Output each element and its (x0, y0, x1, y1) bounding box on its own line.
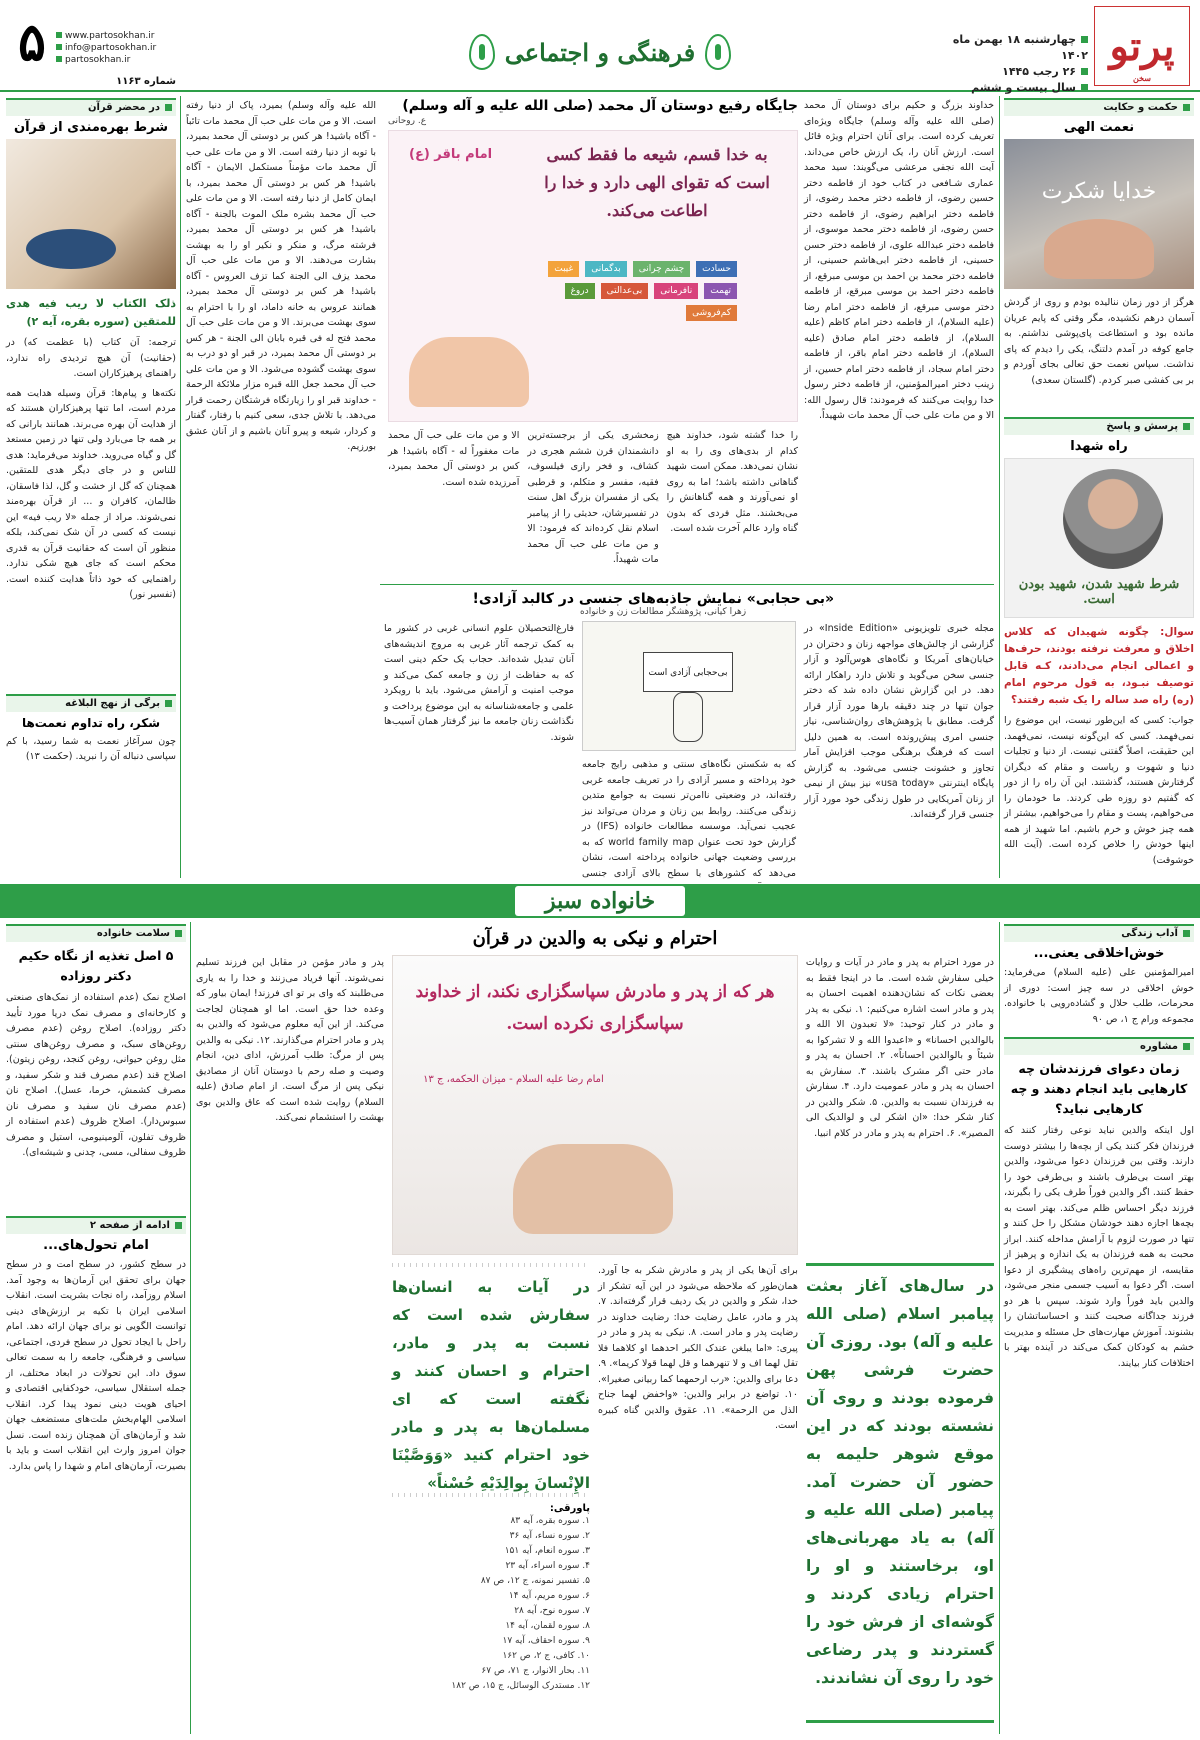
article-body (388, 428, 798, 578)
martyr-portrait-image (1004, 458, 1194, 618)
section-head: آداب زندگی (1004, 924, 1194, 942)
article-text: فارغ‌التحصیلان علوم انسانی غربی در کشور ما به کمک ترجمه آثار غربی به مروج اندیشه‌های آنان تبدیل شده‌اند. حجاب یک حکم دینی است که به حفاظت از زن و جامعه کمک می‌کند و موجب امنیت و آرامش می‌شود. باید با رویکرد علمی و جامعه‌شناسانه به این موضوع پرداخت و نگذاشت زنان جامعه ما نیز گرفتار همان آسیب‌ها شوند. (384, 623, 574, 743)
question-text: سوال: چگونه شهیدان که کلاس اخلاق و معرفت نرفته بودند، حرف‌ها و اعمالی انجام می‌دادند، کـه قابل توصیف نبـود، به قول مرحوم امام (ره) راه صد ساله را یک شبه رفتند؟ (1004, 626, 1194, 706)
article-2 (380, 584, 994, 878)
prayer-beads-shape (26, 229, 116, 269)
article-text: نکته‌ها و پیام‌ها: قرآن وسیله هدایت همه مردم است، اما تنها پرهیزکاران هستند که از هدایت آن بهره می‌برند. همانند بارانی که بر همه جا می‌بارد ولی تنها در زمین مستعد گل و گیاه می‌روید. خداوند می‌فرماید: هدی للناس و در جای دیگر هدی للمتقین. همچنان که گل از خشت و گل، لذا فاسقان، ظالمان، کافران و ... از قرآن بهره‌مند نمی‌شوند. مراد از جمله «لا ریب فیه» این نیست که کسی در آن شک نمی‌کند، بلکه منظور آن است که حقانیت قرآن به قدری محکم است که جای هیچ شکی ندارد. راهنمایی که خود ذاتاً هدایت کننده است. (تفسیر نور) (6, 387, 176, 600)
ref-item: ۸. سوره لقمان، آیه ۱۴ (505, 1621, 590, 1631)
cartoon-image (582, 621, 796, 751)
hand-shape (409, 337, 529, 407)
ref-item: ۱۲. مستدرک الوسائل، ج ۱۵، ص ۱۸۲ (451, 1681, 590, 1691)
article-lower (196, 1263, 994, 1723)
masthead (0, 0, 1200, 92)
tag: چشم چرانی (633, 261, 690, 277)
section-head: مشاوره (1004, 1037, 1194, 1055)
ref-item: ۲. سوره نساء، آیه ۳۶ (509, 1531, 590, 1541)
ref-item: ۶. سوره مریم، آیه ۱۴ (508, 1591, 590, 1601)
tag: تهمت (704, 283, 737, 299)
article-middle (582, 621, 797, 879)
article-text: در مورد احترام به پدر و مادر در آیات و روایات خیلی سفارش شده است. ما در اینجا فقط به بعضی نکات که نشان‌دهنده اهمیت احسان به پدر و مادر است اشاره می‌کنیم: ۱. نیکی به پدر و مادر در کنار توحید: «لا تعبدون الا الله و بالوالدین احسانا» و «اعبدوا الله و لا تشرکوا به شیئاً و بالوالدین احساناً». ۲. احسان به پدر و مادر حتی اگر مشرک باشند. ۳. سفارش به احسان به پدر و مادر عمومیت دارد. ۴. سفارش به فرزندان نسبت به والدین. ۵. شکر والدین در کنار شکر خدا: «ان اشکر لی و لوالدیک الی المصیر». ۶. احترام به پدر و مادر در کلام انبیا. (805, 957, 994, 1139)
section-head: سلامت خانواده (6, 924, 186, 942)
page-number: ۵ (18, 12, 46, 73)
tag: نافرمانی (654, 283, 698, 299)
article-text: برای آن‌ها یکی از پدر و مادرش شکر به جا آورد. همان‌طور که ملاحظه می‌شود در این آیه تشکر از خدا، شکر و والدین در یک ردیف قرار گرفته‌اند. ۷. پدر و مادر، عامل رضایت خدا: رضایت خداوند در رضایت پدر و مادر است. ۸. نیکی به پدر و مادر در پیری: «اما یبلغن عندک الکبر احدهما او کلاهما فلا تقل لهما اف و لا تنهرهما و قل لهما قولا کریما». ۹. دعا برای والدین: «رب ارحمهما کما ربیانی صغیرا». ۱۰. تواضع در برابر والدین: «واخفض لهما جناح الذل من الرحمة». ۱۱. عقوق والدین گناه کبیره است. (598, 1265, 798, 1431)
pull-quote: در آیات به انسان‌ها سفارش شده است که نسبت به پدر و مادر، احترام و احسان کنند و نگفته است که ای مسلمان‌ها به پدر و مادر خود احترام کنید «وَوَصَّیْنَا الإِنْسانَ بِوالِدَیْهِ حُسْناً» (392, 1278, 590, 1492)
article-text: امیرالمؤمنین علی (علیه السلام) می‌فرماید: خوش اخلاقی در سه چیز است: دوری از محرمات، طلب حلال و گشاده‌رویی با خانواده. مجموعه ورام ج ۱، ص ۹۰ (1004, 967, 1194, 1025)
section-head: پرسش و پاسخ (1004, 417, 1194, 435)
tag: غیبت (548, 261, 579, 277)
ref-item: ۱۰. کافی، ج ۲، ص ۱۶۲ (502, 1651, 590, 1661)
section-name: فرهنگی و اجتماعی (504, 37, 696, 67)
logo-sub: سخن (1133, 73, 1151, 83)
article-title[interactable]: جایگاه رفیع دوستان آل محمد (صلی الله علیه و آله وسلم) (402, 98, 798, 114)
tag: کم‌فروشی (686, 305, 737, 321)
hadith-source: امام رضا علیه السلام - میزان الحکمه، ج ۱۳ (423, 1074, 604, 1085)
article-text: پدر و مادر مؤمن در مقابل این فرزند تسلیم نمی‌شوند. آنها فریاد می‌زنند و خدا را به یاری می‌طلبند که وای بر تو ای فرزند! ایمان بیاور که وعده خدا حق است. اما او همچنان لجاجت می‌کند. از این آیه معلوم می‌شود که والدین به پدر و مادر احترام می‌گذارند. ۱۲. نیکی به والدین پس از مرگ: طلب آمرزش، ادای دین، انجام وصیت و صله رحم با دوستان آنان از مصادیق نیکی پس از مرگ است. از امام صادق (علیه السلام) روایت شده است که عاق والدین بوی بهشت را استشمام نمی‌کند. (195, 957, 385, 1123)
date-line: چهارشنبه ۱۸ بهمن ماه ۱۴۰۲ (938, 32, 1088, 64)
article-title[interactable]: احترام و نیکی به والدین در قرآن (472, 928, 718, 949)
social-link[interactable]: partosokhan.ir (56, 54, 176, 66)
article-text: الا و من مات علی حب آل محمد مات مغفوراً له - آگاه باشید! هر کس بر دوستی آل محمد بمیرد، آمرزیده شده است. (388, 430, 520, 488)
hands-shape (513, 1144, 673, 1234)
tag: دروغ (565, 283, 595, 299)
section-head: حکمت و حکایت (1004, 98, 1194, 116)
image-caption: خدایا شکرت (1041, 179, 1157, 204)
article-title[interactable]: امام تحول‌های... (43, 1238, 149, 1253)
article-title[interactable]: شرط بهره‌مندی از قرآن (13, 120, 169, 135)
article-title[interactable]: ۵ اصل تغذیه از نگاه حکیم دکتر روزاده (18, 948, 174, 983)
translation-text: ترجمه: آن کتاب (با عظمت که) در (حقانیت) آن هیچ تردیدی راه ندارد، راهنمای پرهیزکاران است. (6, 337, 176, 379)
hadith-text: هر که از پدر و مادرش سپاسگزاری نکند، از خداوند سپاسگزاری نکرده است. (415, 982, 775, 1034)
article-column (186, 98, 376, 578)
date-line: ۲۶ رجب ۱۴۴۵ (938, 64, 1088, 80)
ref-item: ۴. سوره اسراء، آیه ۲۳ (505, 1561, 590, 1571)
section-head: برگی از نهج البلاغه (6, 694, 176, 712)
date-line: سال بیست و ششم (938, 80, 1088, 96)
tag: حسادت (696, 261, 737, 277)
praying-hands-image (1004, 139, 1194, 289)
refs-list (392, 1514, 590, 1694)
ayah-text: ذلک الکتاب لا ریب فیه هدی للمتقین (سوره بقره، آیه ۲) (6, 297, 176, 328)
article-body (380, 621, 994, 879)
portrait-shape (1063, 469, 1163, 569)
article-text: هرگز از دور زمان ننالیده بودم و روی از گردش آسمان درهم نکشیده، مگر وقتی که پایم عریان مانده بود و استطاعت پای‌پوشی نداشتم. به جامع کوفه در آمدم دلتنگ، یکی را دیدم که پای نداشت. سپاس نعمت حق تعالی بجای آوردم و بر بی کفشی صبر کردم. (گلستان سعدی) (1004, 297, 1194, 386)
refs-title: پاورقی: (549, 1503, 590, 1514)
section-head: در محضر قرآن (6, 98, 176, 116)
pull-quote: در سال‌های آغاز بعثت پیامبر اسلام (صلی الله علیه و آله) بود. روزی آن حضرت فرشی پهن فرموده بودند و روی آن نشسته بودند که در این موقع شوهر حلیمه به حضور آن حضرت آمد. پیامبر (صلی الله علیه و آله) به یاد مهربانی‌های او، برخاستند و او را احترام زیادی کردند و گوشه‌ای از فرش خود را گستردند و پدر رضاعی خود را روی آن نشاندند. (806, 1263, 994, 1723)
article-title[interactable]: شکر، راه تداوم نعمت‌ها (21, 715, 161, 730)
article-author: زهرا کیانی، پژوهشگر مطالعات زن و خانواده (580, 607, 747, 617)
tag: بی‌عدالتی (601, 283, 649, 299)
article-title[interactable]: راه شهدا (1070, 439, 1128, 454)
ornament-icon (705, 34, 731, 70)
article-1 (388, 98, 798, 578)
answer-text: جواب: کسی که این‌طور نیست، این موضوع را نمی‌فهمد. کسی که این‌گونه نیست، نمی‌فهمد. این حقیقت، اصلاً گفتنی نیست. از دنیا و تجلیات دنیا و شهوت و ریاست و مقام که دیگران گرفتارش هستند، گذشتند. این آن راه را از دور که گفتیم دو روزه طی کردند. ما خودمان را می‌خواهیم، پست و مقام را می‌خواهیم، بیشتر از همه چیز خوش و خرم باشیم. اما شهید از همه اینها خودش را خلاص کرده است. (آیت الله خوشوقت) (1004, 715, 1194, 866)
cartoon-sign: بی‌حجابی آزادی است (643, 652, 733, 692)
article-title[interactable]: نعمت الهی (1063, 120, 1135, 135)
quran-image (6, 139, 176, 289)
article-text: اول اینکه والدین نباید نوعی رفتار کنند که فرزندان فکر کنند یکی از بچه‌ها را بیشتر دوست دارند. وقتی بین فرزندان دعوا می‌شود، والدین بهتر است بی‌طرف باشند و بی‌طرفی خود را حفظ کنند. اگر والدین فوراً طرف یکی را بگیرند، فرزند دیگر احساس ظلم می‌کند. بهتر است به بچه‌ها اجازه دهند خودشان مشکل را حل کنند و تنها در صورت لزوم با آرامش مداخله کنند. ابراز محبت به همه فرزندان به یک اندازه و پرهیز از مقایسه، از مهم‌ترین راه‌های پیشگیری از دعوا است. اگر دعوا به آسیب جسمی منجر می‌شود، والدین باید فوراً وارد شوند. سپس با هر دو فرزند جداگانه صحبت کنند و احساساتشان را بشنوند. آموزش مهارت‌های حل مسئله و مدیریت خشم به کودکان کمک می‌کند در آینده بهتر با اختلافات کنار بیایند. (1004, 1125, 1194, 1369)
left-column (6, 98, 176, 878)
ref-item: ۵. تفسیر نمونه، ج ۱۲، ص ۸۷ (480, 1576, 590, 1586)
column-rule (999, 96, 1000, 878)
section-head: ادامه از صفحه ۲ (6, 1216, 186, 1234)
divider (392, 1263, 590, 1267)
logo-text: پرتو (1109, 22, 1175, 70)
article-text: را خدا گشته شود، خداوند هیچ کدام از بدی‌های وی را به او نشان نمی‌دهد. ممکن است شهید گناهانی داشته باشد؛ اما به روی او نمی‌آورند و همه گناهانش را می‌بخشند. مثل فردی که بدون گناه وارد عالم آخرت شده است. (666, 430, 798, 534)
article-title[interactable]: زمان دعوای فرزندشان چه کارهایی باید انجام دهند و چه کارهایی نباید؟ (1010, 1061, 1188, 1116)
quote-and-refs (392, 1263, 590, 1723)
hadith-illustration (388, 130, 798, 422)
family-main-article (196, 924, 994, 1734)
date-info (938, 32, 1088, 96)
hadith-source: امام باقر (ع) (409, 147, 493, 162)
band-title: خانواده سبز (515, 886, 685, 916)
ref-item: ۳. سوره انعام، آیه ۱۵۱ (504, 1546, 590, 1556)
newspaper-logo[interactable] (1094, 6, 1190, 86)
family-right-column (1004, 924, 1194, 1734)
issue-number: شماره ۱۱۶۳ (116, 76, 176, 87)
article-title[interactable]: «بی حجابی» نمایش جاذبه‌های جنسی در کالبد آزادی! (472, 591, 834, 607)
contact-info (56, 30, 176, 66)
website-link[interactable]: www.partosokhan.ir (56, 30, 176, 42)
article-text: مجله خبری تلویزیونی «Inside Edition» در گزارشی از چالش‌های مواجهه زنان و دختران در خیابان‌های آمریکا و نگاه‌های هوس‌آلود و آزار جنسی سخن می‌گوید و تلاش دارد راهکار ارائه دهد. در این گزارش نشان داده شد که دختر جوان تنها در چند دقیقه بارها مورد آزار قرار گرفت. مطابق با پژوهش‌های روان‌شناسی، نیاز جنسی امری پیش‌رونده است. به همین دلیل است که فرهنگ برهنگی موجب افزایش آمار تجاوز و خشونت جنسی می‌شود. به گزارش پایگاه اینترنتی «usa today» نیز بیش از نیمی از زنان آمریکایی در طول زندگی خود مورد آزار جنسی قرار گرفته‌اند. (804, 623, 994, 820)
parents-hands-image (392, 955, 798, 1255)
column-rule (190, 922, 191, 1734)
article-author: ع. روحانی (388, 116, 427, 126)
article-upper (196, 955, 994, 1255)
article-text: خداوند بزرگ و حکیم برای دوستان آل محمد (صلی الله علیه وآله وسلم) جایگاه ویژه‌ای تعریف کرده است. برای آنان احترام ویژه قائل است. ارزش آنان را، یک ارزش خاص می‌داند. آیت الله نجفی مرعشی می‌گویند: سید محمد عماری شـافعی در کتاب خود از فاطمه دختر حسین رضوی، از فاطمه دختر محمد رضوی، از فاطمه دختر ابراهیم رضوی، از فاطمه دختر حسن رضوی، از فاطمه دختر محمد موسوی، از فاطمه دختر عبدالله علوی، از فاطمه دختر حسن حسینی، از فاطمه دختر ابی‌هاشم حسینی، از فاطمه دختر محمد بن احمد بن موسی مبرقع، از فاطمه دختر احمد بن موسی مبرقع، از فاطمه دختر موسی مبرقع، از فاطمه دختر امام رضا (علیه السلام)، از فاطمه دختر امام کاظم (علیه السلام)، از فاطمه دختر امام صادق (علیه السلام)، از فاطمه دختر امام باقر، از فاطمه دختر امام سجاد، از فاطمه دختر امام حسین، از زینب دختر امیرالمؤمنین، از فاطمه دختر رسول خدا روایت می‌کنند که فرمودند: قال رسول الله: الا و من مات علی حب آل محمد مات شهیداً. (804, 100, 994, 421)
article-text: زمخشری یکی از برجسته‌ترین دانشمندان قرن ششم هجری در کشاف، و فخر رازی فیلسوف، فقیه، مفسر و متکلم، و قرطبی یکی از مفسران بزرگ اهل سنت در تفسیرشان، حدیثی را از پیامبر اسلام نقل کرده‌اند که فرمود: الا و من مات علی حب آل محمد مات شهیداً. (527, 430, 659, 565)
figure-shape (673, 692, 703, 742)
image-caption: شرط شهید شدن، شهید بودن است. (1018, 577, 1180, 607)
ref-item: ۱. سوره بقره، آیه ۸۳ (510, 1516, 590, 1526)
article-text: در سطح کشور، در سطح امت و در سطح جهان برای تحقق این آرمان‌ها به وجود آمد. اسلام روزآمد، راه نجات بشریت است. انقلاب اسلامی ایران با تکیه بر ارزش‌های دینی توانست الگویی نو برای جهان ارائه دهد. امام راحل با ایجاد تحول در سطح فردی، اجتماعی، سیاسی و فرهنگی، جامعه را به سمت تعالی سوق داد. این تحولات در ابعاد مختلف، از جمله استقلال سیاسی، خودکفایی اقتصادی و احیای هویت دینی نمود پیدا کرد. انقلاب اسلامی الهام‌بخش ملت‌های مستضعف جهان شد و آرمان‌های آن همچنان زنده است. نسل جوان امروز وارث این انقلاب است و باید با بصیرت، آرمان‌های امام و شهدا را پاس بدارد. (6, 1259, 186, 1472)
ref-item: ۱۱. بحار الانوار، ج ۷۱، ص ۶۷ (481, 1666, 590, 1676)
tag: بدگمانی (585, 261, 626, 277)
ref-item: ۹. سوره احقاف، آیه ۱۷ (502, 1636, 590, 1646)
article-text: چون سرآغاز نعمت به شما رسید، با کم سپاسی دنباله آن را نبرید. (حکمت ۱۳) (6, 735, 176, 762)
family-section-band (0, 884, 1200, 918)
family-left-column (6, 924, 186, 1734)
spacer (196, 1263, 384, 1723)
ref-item: ۷. سوره نوح، آیه ۲۸ (514, 1606, 590, 1616)
column-rule (180, 96, 181, 878)
article-text: الله علیه وآله وسلم) بمیرد، پاک از دنیا رفته است. الا و من مات علی حب آل محمد مات تائباً - آگاه باشید! هر کس بر دوستی آل محمد بمیرد، با توبه از دنیا رفته است. الا و من مات علی حب آل محمد مات مؤمناً مستکمل الایمان - آگاه باشید! هر کس بر دوستی آل محمد بمیرد، با ایمان کامل از دنیا رفته است. الا و من مات علی حب آل محمد بشره ملک الموت بالجنة - آگاه باشید! هر کس بر دوستی آل محمد بمیرد، فرشته مرگ، و منکر و نکیر او را به بهشت بشارت می‌دهند. الا و من مات علی حب آل محمد یزف الی الجنة کما تزف العروس - آگاه باشید! هر کس بر دوستی آل محمد بمیرد، همانند عروس به خانه داماد، او را با احترام به سوی بهشت می‌برند. الا و من مات علی حب آل محمد فتح له فی قبره بابان الی الجنة - هر کس بر دوستی آل محمد بمیرد، در قبر او دو درب به سوی بهشت گشوده می‌شود. الا و من مات علی حب آل محمد جعل الله قبره مزار ملائکة الرحمة - خداوند قبر او را زیارتگاه فرشتگان رحمت قرار می‌دهد. با تلاش جدی، سعی کنیم با رفتار، گفتار و کردار، شیعه و پیرو آنان باشیم و از آنان عشق بورزیم. (186, 100, 376, 452)
sin-tags (527, 261, 737, 321)
article-text: که به شکستن نگاه‌های سنتی و مذهبی رایج جامعه خود پرداخته و مسیر آزادی را در تعریف جامعه غربی رفته‌اند، در وضعیتی ناامن‌تر نسبت به جوامع متدین زندگی می‌کنند. روابط بین زنان و مردان می‌تواند نیز عجیب نمی‌آید. موسسه مطالعات خانواده (IFS) در گزارش خود تحت عنوان world family map که به بررسی وضعیت جهانی خانواده پرداخته است، نشان می‌دهد که کشورهای با سطح بالای آزادی جنسی (582, 759, 797, 879)
right-column (1004, 98, 1194, 878)
article-column (804, 98, 994, 578)
article-text: اصلاح نمک (عدم استفاده از نمک‌های صنعتی و کارخانه‌ای و مصرف نمک دریا مورد تأیید دکتر روزاده). اصلاح روغن (عدم مصرف روغن‌های سبک، و مصرف روغن‌های سنتی مثل روغن حیوانی، روغن کنجد، روغن زیتون). اصلاح قند (عدم مصرف قند و شکر سفید، و مصرف کشمش، خرما، عسل). اصلاح نان (عدم مصرف نان سفید و مصرف نان سبوس‌دار). اصلاح ظروف (عدم استفاده از ظروف تفلون، آلومینیومی، استیل و مصرف ظروف سفالی، مسی، چدنی و شیشه‌ای). (6, 992, 186, 1158)
ornament-icon (469, 34, 495, 70)
column-rule (999, 922, 1000, 1734)
section-title (440, 30, 760, 74)
email-link[interactable]: info@partosokhan.ir (56, 42, 176, 54)
hadith-text: به خدا قسم، شیعه ما فقط کسی است که تقوای الهی دارد و خدا را اطاعت می‌کند. (544, 145, 770, 220)
article-title[interactable]: خوش‌اخلاقی یعنی... (1033, 946, 1165, 961)
hands-shape (1044, 219, 1154, 279)
